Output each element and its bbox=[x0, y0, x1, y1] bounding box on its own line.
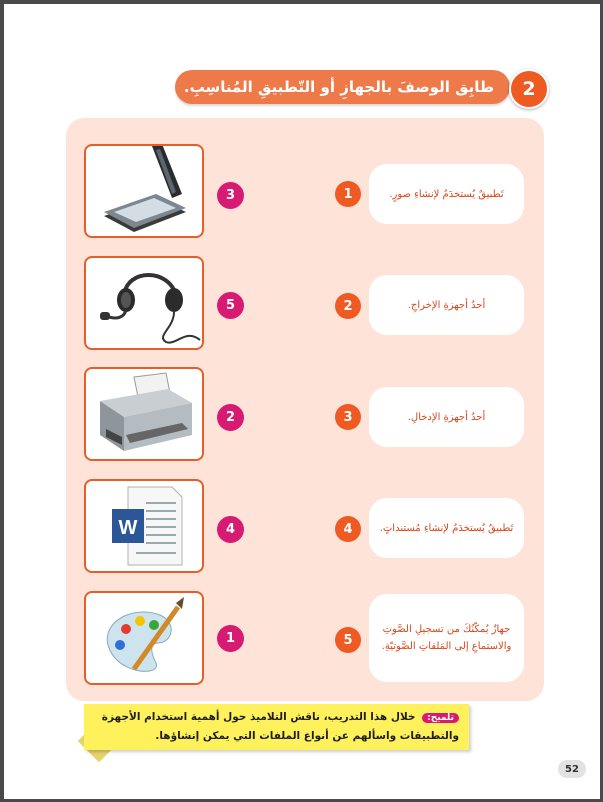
description-number-badge: 4 bbox=[335, 516, 361, 542]
description-box: تَطبيقٌ يُستخدَمُ لإنشاءِ صورٍ. bbox=[369, 164, 524, 224]
headset-icon bbox=[86, 258, 202, 348]
printer-icon bbox=[86, 369, 202, 459]
exercise-number: 2 bbox=[509, 69, 549, 109]
device-number-badge: 3 bbox=[217, 182, 244, 209]
paint-palette-image-box bbox=[84, 591, 204, 685]
description-number-badge: 1 bbox=[335, 181, 361, 207]
headset-image-box bbox=[84, 256, 204, 350]
note-tag: تلميح: bbox=[422, 713, 459, 723]
device-number-badge: 4 bbox=[217, 516, 244, 543]
page-frame-top bbox=[0, 0, 603, 4]
scanner-image-box bbox=[84, 144, 204, 238]
teacher-note bbox=[84, 704, 469, 754]
description-number-badge: 3 bbox=[335, 404, 361, 430]
description-box: أحدُ أجهزةِ الإخراجِ. bbox=[369, 275, 524, 335]
word-icon-letter: W bbox=[118, 517, 138, 539]
word-document-image-box bbox=[84, 479, 204, 573]
description-number-badge: 5 bbox=[335, 627, 361, 653]
exercise-title: طابِق الوصفَ بالجهازِ أو التّطبيقِ المُناسِبِ. bbox=[175, 70, 510, 104]
printer-image-box bbox=[84, 367, 204, 461]
description-number-badge: 2 bbox=[335, 293, 361, 319]
device-number-badge: 5 bbox=[217, 292, 244, 319]
scanner-icon bbox=[86, 146, 202, 236]
teacher-note-body bbox=[84, 704, 469, 750]
paint-palette-icon bbox=[86, 593, 202, 683]
description-box: جهازٌ يُمكّنُكَ من تسجيلِ الصَّوتِ والاستماعِ إلى المَلفاتِ الصَّوتيّةِ. bbox=[369, 594, 524, 682]
description-box: أحدُ أجهزةِ الإدخالِ. bbox=[369, 387, 524, 447]
device-number-badge: 1 bbox=[217, 625, 244, 652]
word-document-icon bbox=[86, 481, 202, 571]
description-box: تَطبيقٌ يُستخدَمُ لإنشاءِ مُستنداتٍ. bbox=[369, 498, 524, 558]
device-number-badge: 2 bbox=[217, 404, 244, 431]
page-frame-left bbox=[0, 0, 4, 802]
page-number: 52 bbox=[558, 760, 586, 778]
note-text: خلال هذا التدريب، ناقش التلاميذ حول أهمية استخدام الأجهزة والتطبيقات واسألهم عن أنواع الملفات التي يمكن إنشاؤها. bbox=[101, 711, 459, 742]
